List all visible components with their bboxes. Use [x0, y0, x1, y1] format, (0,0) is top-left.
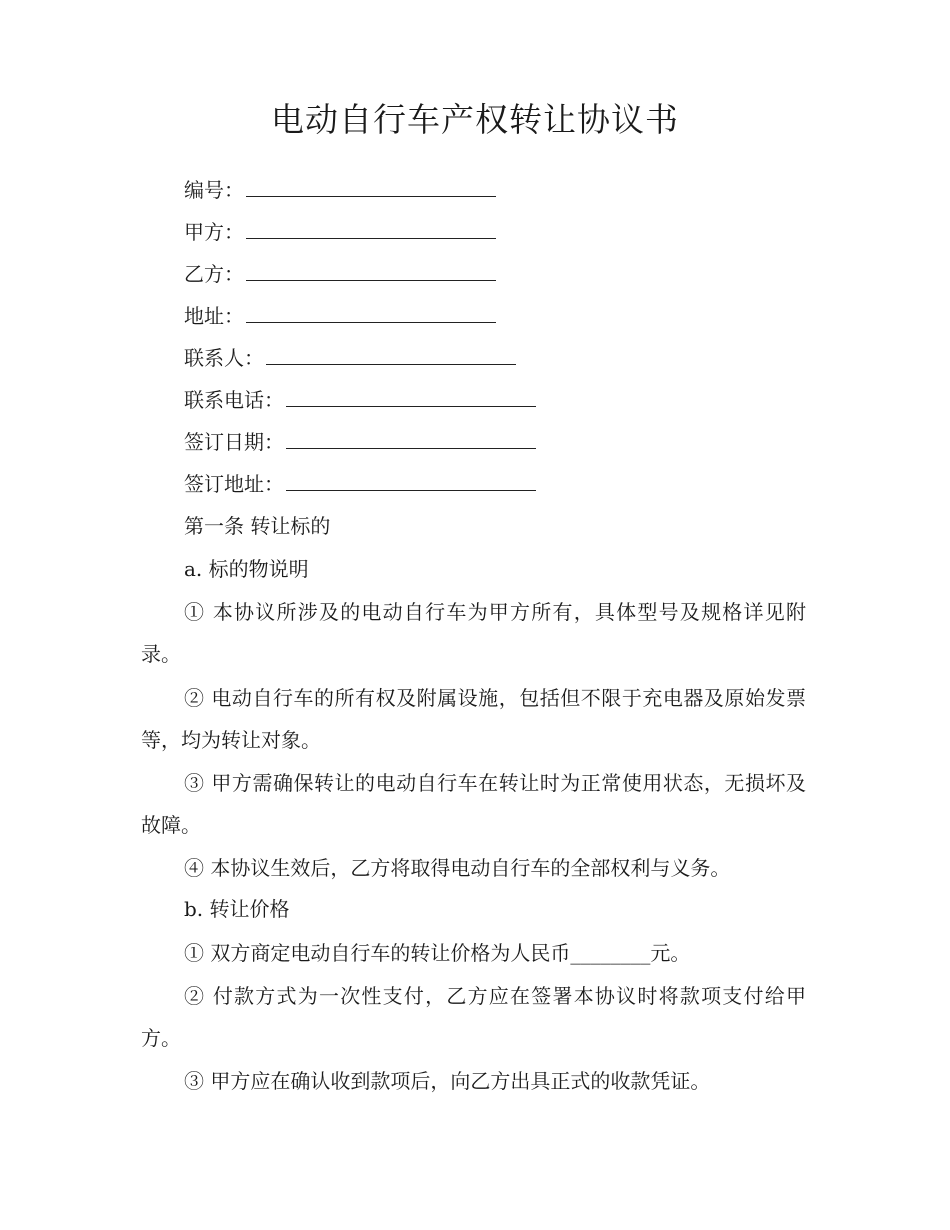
field-number: [184, 176, 496, 204]
field-label: 签订地址：: [184, 472, 284, 496]
field-sign-date: [184, 428, 536, 456]
field-label: 编号：: [184, 178, 244, 202]
section-b-item-1: ① 双方商定电动自行车的转让价格为人民币________元。: [184, 941, 691, 965]
article-1-heading: 第一条 转让标的: [184, 514, 331, 538]
field-party-a: [184, 218, 496, 246]
section-a-item-4: ④ 本协议生效后，乙方将取得电动自行车的全部权利与义务。: [184, 856, 731, 880]
section-b-item-3: ③ 甲方应在确认收到款项后，向乙方出具正式的收款凭证。: [184, 1069, 711, 1093]
section-a-heading: a. 标的物说明: [184, 557, 309, 581]
field-label: 甲方：: [184, 220, 244, 244]
field-address: [184, 302, 496, 330]
section-a-item-3: ③ 甲方需确保转让的电动自行车在转让时为正常使用状态，无损坏及故障。: [141, 771, 806, 837]
blank-line: [246, 304, 496, 323]
blank-line: [246, 178, 496, 197]
blank-line: [286, 472, 536, 491]
blank-line: [246, 220, 496, 239]
field-label: 联系电话：: [184, 388, 284, 412]
field-label: 联系人：: [184, 346, 264, 370]
field-label: 乙方：: [184, 262, 244, 286]
blank-line: [286, 388, 536, 407]
field-sign-address: [184, 470, 536, 498]
blank-line: [246, 262, 496, 281]
field-label: 签订日期：: [184, 430, 284, 454]
field-contact: [184, 344, 516, 372]
section-b-item-2: ② 付款方式为一次性支付，乙方应在签署本协议时将款项支付给甲方。: [141, 984, 806, 1050]
document-title: 电动自行车产权转让协议书: [271, 100, 679, 139]
section-b-heading: b. 转让价格: [184, 897, 290, 921]
field-phone: [184, 386, 536, 414]
section-a-item-1: ① 本协议所涉及的电动自行车为甲方所有，具体型号及规格详见附录。: [141, 600, 806, 666]
field-party-b: [184, 260, 496, 288]
blank-line: [266, 346, 516, 365]
section-a-item-2: ② 电动自行车的所有权及附属设施，包括但不限于充电器及原始发票等，均为转让对象。: [141, 686, 806, 752]
blank-line: [286, 430, 536, 449]
field-label: 地址：: [184, 304, 244, 328]
